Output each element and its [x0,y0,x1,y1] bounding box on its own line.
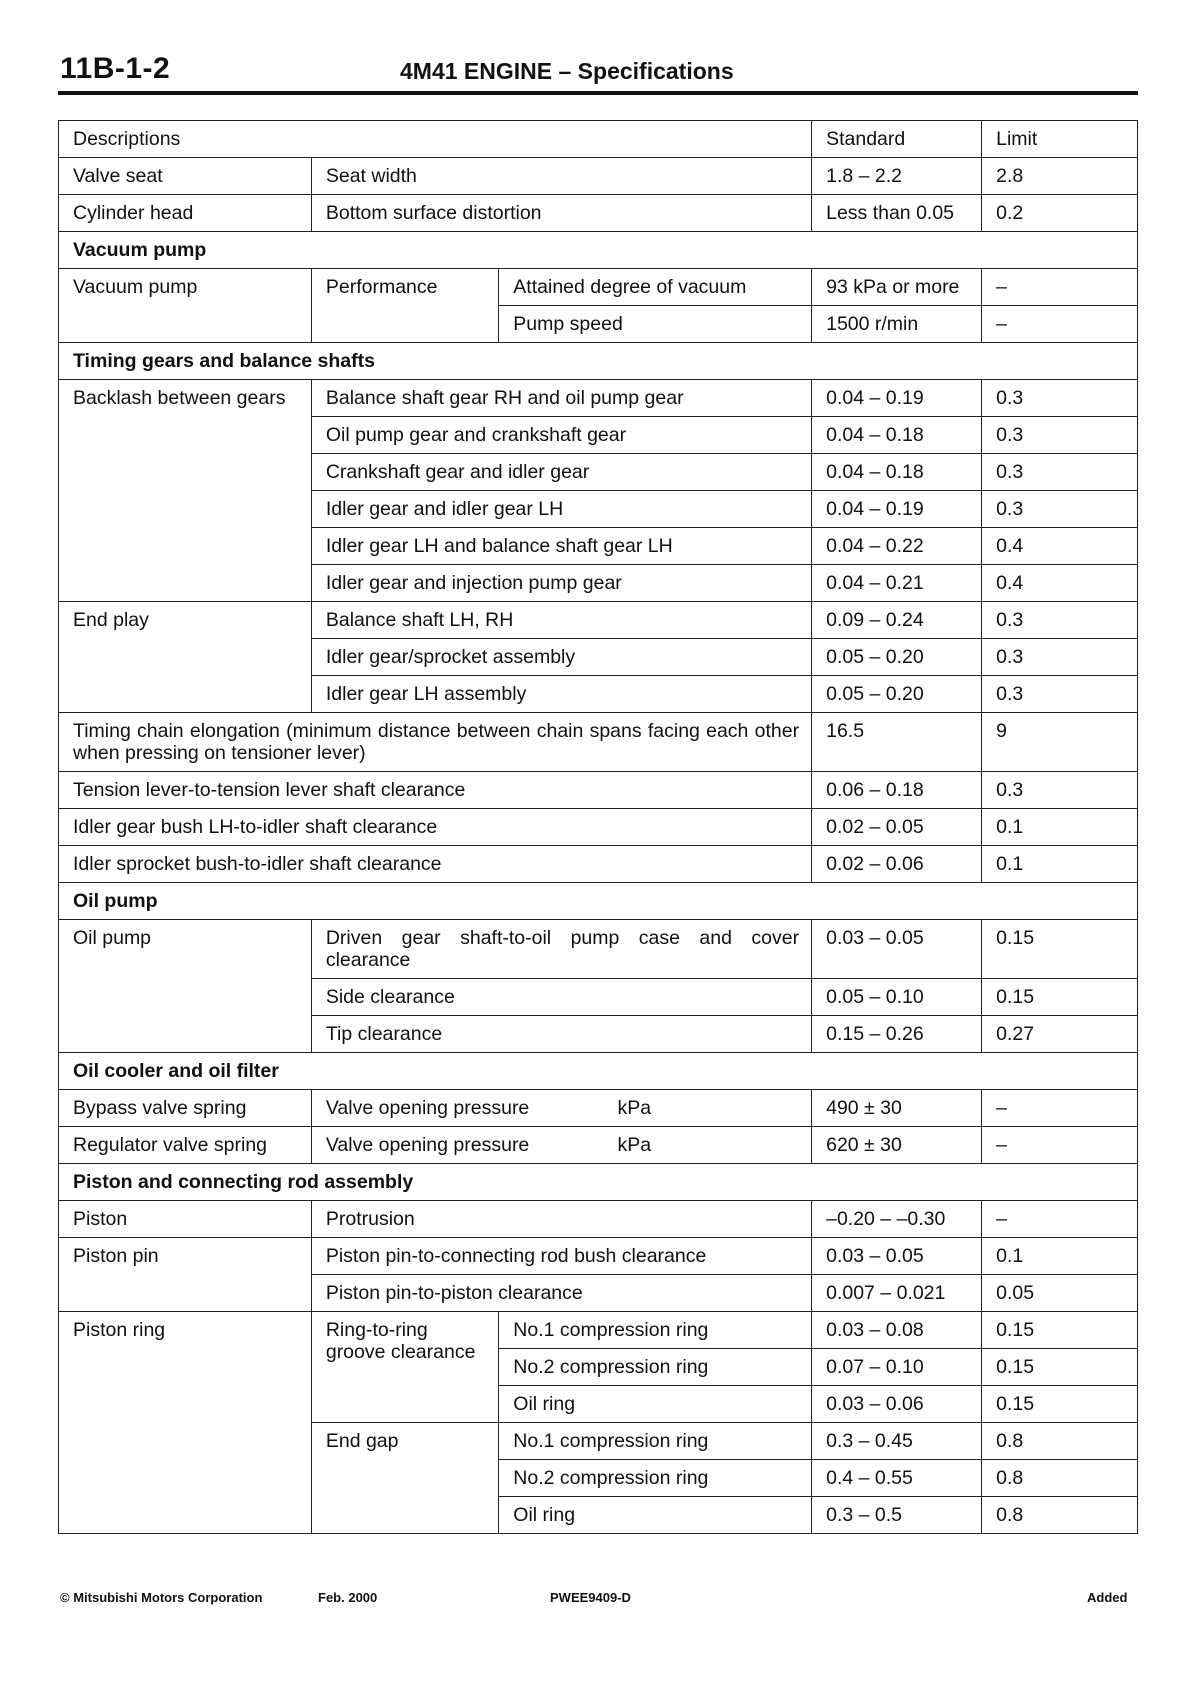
table-row [59,713,1138,772]
subitem-cell: End gap [311,1423,498,1534]
subitem-cell: Performance [311,269,498,343]
table-row [59,772,1138,809]
table-row [59,846,1138,883]
specifications-table [58,120,1138,1534]
standard-cell: 0.007 – 0.021 [812,1275,982,1312]
table-row [59,1238,1138,1275]
section-heading-row [59,232,1138,269]
standard-cell: 0.04 – 0.18 [812,417,982,454]
footer-copyright: © Mitsubishi Motors Corporation [60,1590,263,1605]
section-heading: Oil cooler and oil filter [59,1053,1138,1090]
subitem-cell: Ring-to-ring groove clearance [311,1312,498,1423]
description-cell: Tension lever-to-tension lever shaft clearance [59,772,812,809]
section-heading: Timing gears and balance shafts [59,343,1138,380]
description-cell: No.1 compression ring [499,1423,812,1460]
limit-cell: 9 [982,713,1138,772]
description-cell: Idler gear and injection pump gear [311,565,811,602]
description-cell [311,1090,811,1127]
standard-cell: 0.04 – 0.19 [812,380,982,417]
standard-cell: 490 ± 30 [812,1090,982,1127]
limit-cell: 0.3 [982,639,1138,676]
standard-cell: 0.03 – 0.06 [812,1386,982,1423]
standard-cell: –0.20 – –0.30 [812,1201,982,1238]
table-row [59,809,1138,846]
description-cell: Timing chain elongation (minimum distance between chain spans facing each other when pressing on tensioner lever) [59,713,812,772]
page-title: 4M41 ENGINE – Specifications [400,58,734,84]
description-label: Valve opening pressure [325,1097,530,1119]
description-cell: Idler gear LH assembly [311,676,811,713]
item-cell: Regulator valve spring [59,1127,312,1164]
standard-cell: 0.02 – 0.06 [812,846,982,883]
footer-status: Added [1087,1590,1128,1605]
standard-cell: 0.04 – 0.19 [812,491,982,528]
description-cell: Pump speed [499,306,812,343]
standard-cell: 0.05 – 0.20 [812,676,982,713]
limit-cell: 0.3 [982,491,1138,528]
description-cell: Oil ring [499,1497,812,1534]
limit-cell: – [982,269,1138,306]
limit-cell: 2.8 [982,158,1138,195]
limit-cell: 0.1 [982,846,1138,883]
header-standard: Standard [812,121,982,158]
limit-cell: 0.15 [982,979,1138,1016]
standard-cell: 0.02 – 0.05 [812,809,982,846]
item-cell: Valve seat [59,158,312,195]
description-cell: No.2 compression ring [499,1349,812,1386]
description-cell: Oil pump gear and crankshaft gear [311,417,811,454]
description-cell: No.1 compression ring [499,1312,812,1349]
standard-cell: 0.05 – 0.20 [812,639,982,676]
section-heading-row [59,1164,1138,1201]
item-cell: End play [59,602,312,713]
description-cell: Seat width [311,158,811,195]
description-cell: Idler gear bush LH-to-idler shaft clearance [59,809,812,846]
limit-cell: – [982,1201,1138,1238]
description-cell: Piston pin-to-connecting rod bush clearance [311,1238,811,1275]
description-cell: Idler gear and idler gear LH [311,491,811,528]
limit-cell: – [982,1127,1138,1164]
table-row [59,602,1138,639]
unit-label: kPa [617,1097,652,1119]
table-row [59,380,1138,417]
description-cell: Side clearance [311,979,811,1016]
item-cell: Oil pump [59,920,312,1053]
table-row [59,1090,1138,1127]
table-row [59,920,1138,979]
limit-cell: 0.15 [982,1386,1138,1423]
limit-cell: 0.3 [982,676,1138,713]
description-cell: No.2 compression ring [499,1460,812,1497]
description-cell [311,1127,811,1164]
description-cell: Bottom surface distortion [311,195,811,232]
table-row [59,1127,1138,1164]
table-header-row [59,121,1138,158]
limit-cell: 0.3 [982,417,1138,454]
item-cell: Piston pin [59,1238,312,1312]
table-row [59,269,1138,306]
table-row [59,158,1138,195]
limit-cell: 0.15 [982,1349,1138,1386]
limit-cell: 0.1 [982,1238,1138,1275]
section-heading-row [59,883,1138,920]
limit-cell: 0.8 [982,1460,1138,1497]
description-cell: Attained degree of vacuum [499,269,812,306]
description-cell: Idler sprocket bush-to-idler shaft clearance [59,846,812,883]
limit-cell: 0.27 [982,1016,1138,1053]
unit-label: kPa [617,1134,652,1156]
description-cell: Idler gear/sprocket assembly [311,639,811,676]
standard-cell: 16.5 [812,713,982,772]
section-heading: Oil pump [59,883,1138,920]
standard-cell: 0.07 – 0.10 [812,1349,982,1386]
item-cell: Cylinder head [59,195,312,232]
limit-cell: 0.15 [982,1312,1138,1349]
standard-cell: 0.03 – 0.05 [812,1238,982,1275]
limit-cell: – [982,1090,1138,1127]
standard-cell: Less than 0.05 [812,195,982,232]
description-cell: Tip clearance [311,1016,811,1053]
standard-cell: 0.03 – 0.05 [812,920,982,979]
standard-cell: 0.04 – 0.18 [812,454,982,491]
limit-cell: 0.3 [982,602,1138,639]
limit-cell: 0.8 [982,1423,1138,1460]
item-cell: Vacuum pump [59,269,312,343]
item-cell: Backlash between gears [59,380,312,602]
table-row [59,1201,1138,1238]
limit-cell: 0.1 [982,809,1138,846]
item-cell: Piston ring [59,1312,312,1534]
standard-cell: 0.03 – 0.08 [812,1312,982,1349]
limit-cell: – [982,306,1138,343]
section-heading-row [59,1053,1138,1090]
standard-cell: 0.4 – 0.55 [812,1460,982,1497]
footer-code: PWEE9409-D [550,1590,631,1605]
standard-cell: 0.04 – 0.22 [812,528,982,565]
description-cell: Idler gear LH and balance shaft gear LH [311,528,811,565]
section-heading-row [59,343,1138,380]
standard-cell: 0.06 – 0.18 [812,772,982,809]
standard-cell: 0.05 – 0.10 [812,979,982,1016]
item-cell: Bypass valve spring [59,1090,312,1127]
limit-cell: 0.15 [982,920,1138,979]
description-cell: Crankshaft gear and idler gear [311,454,811,491]
description-cell: Balance shaft LH, RH [311,602,811,639]
footer-date: Feb. 2000 [318,1590,378,1605]
limit-cell: 0.05 [982,1275,1138,1312]
limit-cell: 0.3 [982,380,1138,417]
standard-cell: 620 ± 30 [812,1127,982,1164]
description-label: Valve opening pressure [325,1134,530,1156]
standard-cell: 0.3 – 0.45 [812,1423,982,1460]
limit-cell: 0.8 [982,1497,1138,1534]
standard-cell: 0.3 – 0.5 [812,1497,982,1534]
limit-cell: 0.3 [982,772,1138,809]
standard-cell: 1.8 – 2.2 [812,158,982,195]
description-cell: Driven gear shaft-to-oil pump case and cover clearance [311,920,811,979]
header-descriptions: Descriptions [59,121,812,158]
description-cell: Oil ring [499,1386,812,1423]
limit-cell: 0.4 [982,565,1138,602]
page-number: 11B-1-2 [60,52,171,85]
standard-cell: 1500 r/min [812,306,982,343]
table-row [59,195,1138,232]
section-heading: Vacuum pump [59,232,1138,269]
header-rule [58,91,1138,95]
limit-cell: 0.4 [982,528,1138,565]
table-row [59,1312,1138,1349]
standard-cell: 93 kPa or more [812,269,982,306]
standard-cell: 0.04 – 0.21 [812,565,982,602]
item-cell: Piston [59,1201,312,1238]
description-cell: Balance shaft gear RH and oil pump gear [311,380,811,417]
limit-cell: 0.2 [982,195,1138,232]
description-cell: Protrusion [311,1201,811,1238]
standard-cell: 0.09 – 0.24 [812,602,982,639]
description-cell: Piston pin-to-piston clearance [311,1275,811,1312]
standard-cell: 0.15 – 0.26 [812,1016,982,1053]
section-heading: Piston and connecting rod assembly [59,1164,1138,1201]
header-limit: Limit [982,121,1138,158]
limit-cell: 0.3 [982,454,1138,491]
